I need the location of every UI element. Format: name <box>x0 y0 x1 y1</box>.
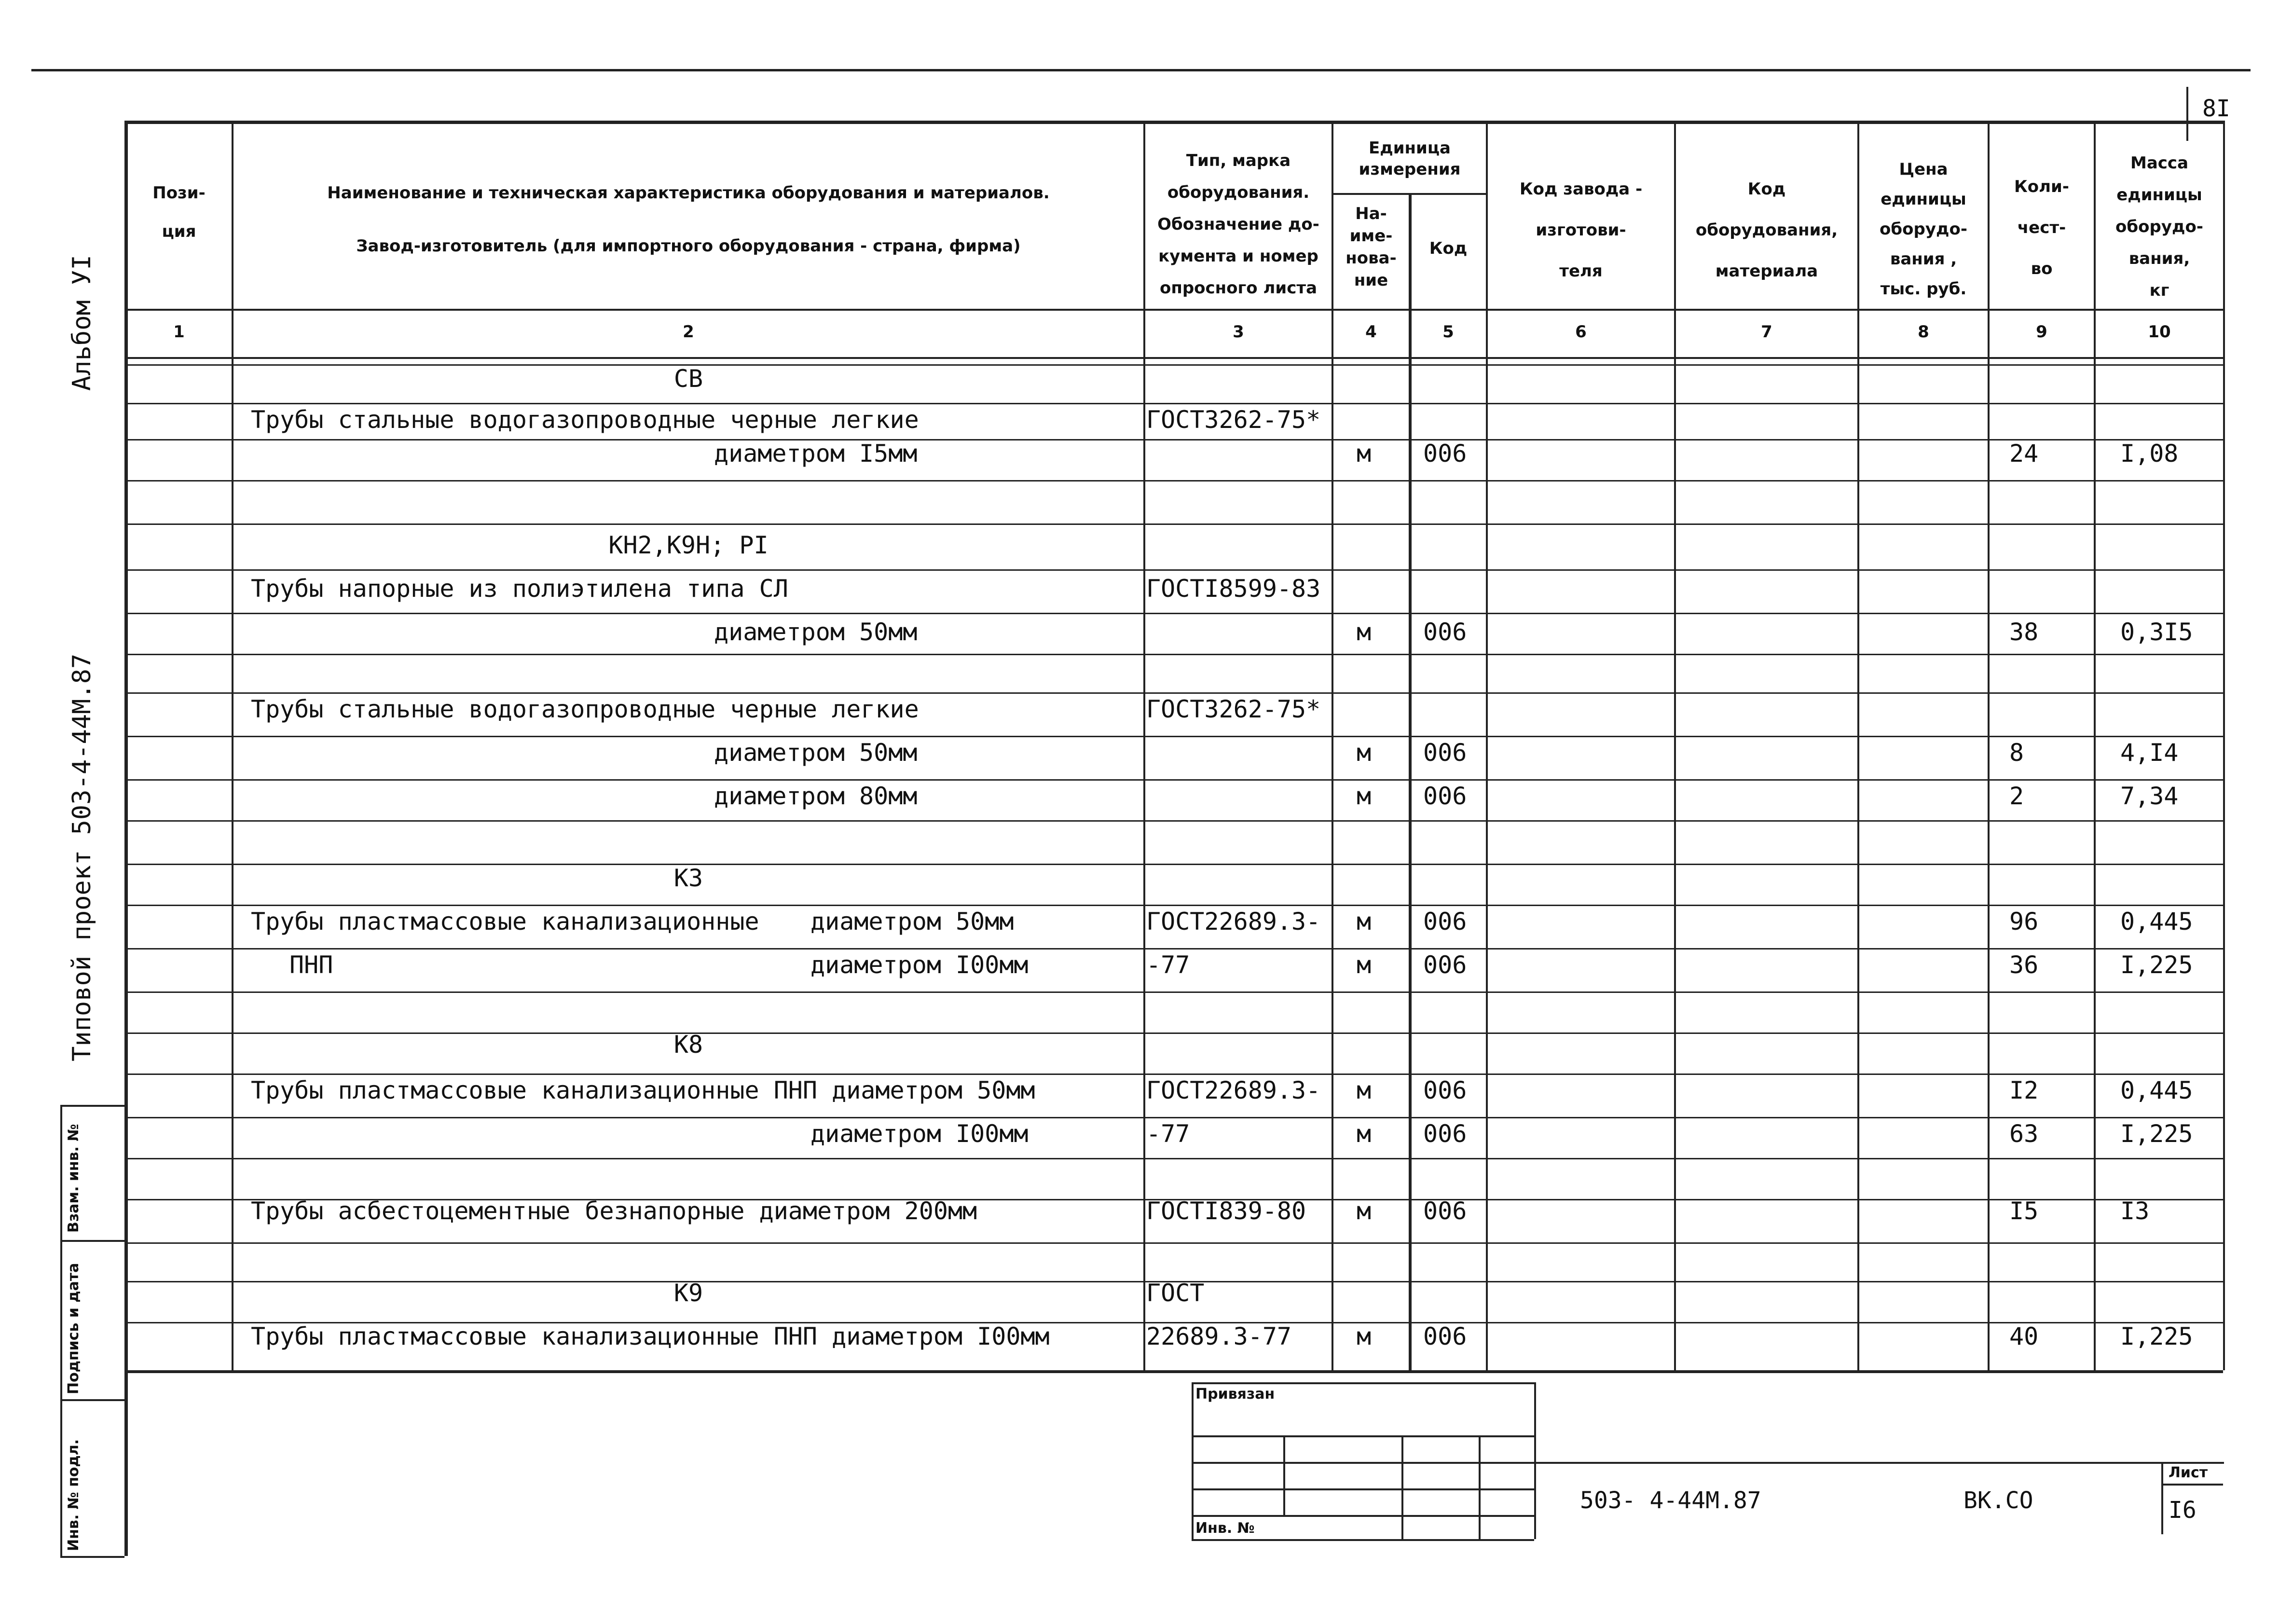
row-qty: 8 <box>2009 739 2024 767</box>
row-code: 006 <box>1423 1120 1467 1148</box>
row-name-right: диаметром 50мм <box>810 908 1014 936</box>
row-name: К3 <box>673 864 703 892</box>
row-doc: ГОСТI839-80 <box>1146 1197 1306 1225</box>
row-mass: I,225 <box>2120 951 2193 979</box>
row-mass: 0,3I5 <box>2120 618 2193 646</box>
header-col7: Код оборудования, материала <box>1695 179 1838 281</box>
colnum-10: 10 <box>2148 322 2171 342</box>
row-qty: I2 <box>2009 1076 2039 1104</box>
row-name: Трубы напорные из полиэтилена типа СЛ <box>251 575 788 603</box>
header-col10: Масса единицы оборудо- вания, кг <box>2115 153 2203 300</box>
colnum-1: 1 <box>173 322 185 342</box>
row-mass: I,225 <box>2120 1322 2193 1350</box>
colnum-7: 7 <box>1761 322 1772 342</box>
colnum-8: 8 <box>1918 322 1929 342</box>
colnum-3: 3 <box>1233 322 1244 342</box>
row-unit: м <box>1357 1322 1372 1350</box>
row-qty: 63 <box>2009 1120 2039 1148</box>
project-label: Типовой проект 503-4-44М.87 <box>68 653 96 1061</box>
stamp-sheet: I6 <box>2169 1497 2197 1524</box>
header-col5: Код <box>1429 239 1468 258</box>
row-qty: 38 <box>2009 618 2039 646</box>
row-doc: ГОСТ22689.3- <box>1146 1076 1321 1104</box>
row-doc: ГОСТ <box>1146 1279 1205 1307</box>
row-mass: I,08 <box>2120 440 2179 468</box>
album-label: Альбом УI <box>68 255 96 391</box>
row-doc: ГОСТ22689.3- <box>1146 908 1321 936</box>
stamp-inv: Инв. № <box>1195 1520 1255 1537</box>
row-name: Трубы пластмассовые канализационные ПНП диаметром 50мм <box>251 1076 1035 1104</box>
row-code: 006 <box>1423 782 1467 810</box>
colnum-2: 2 <box>683 322 694 342</box>
row-mass: 4,I4 <box>2120 739 2179 767</box>
row-qty: 96 <box>2009 908 2039 936</box>
row-mass: 0,445 <box>2120 908 2193 936</box>
row-doc: -77 <box>1146 951 1190 979</box>
row-qty: 24 <box>2009 440 2039 468</box>
colnum-9: 9 <box>2036 322 2047 342</box>
row-unit: м <box>1357 618 1372 646</box>
row-unit: м <box>1357 440 1372 468</box>
row-doc: -77 <box>1146 1120 1190 1148</box>
row-doc: ГОСТ3262-75* <box>1146 406 1321 434</box>
colnum-4: 4 <box>1365 322 1377 342</box>
row-unit: м <box>1357 908 1372 936</box>
row-unit: м <box>1357 739 1372 767</box>
row-name: диаметром 80мм <box>714 782 918 810</box>
row-unit: м <box>1357 1197 1372 1225</box>
row-name-right: диаметром I00мм <box>810 951 1029 979</box>
row-mass: I,225 <box>2120 1120 2193 1148</box>
header-col8: Цена единицы оборудо- вания , тыс. руб. <box>1880 160 1967 299</box>
row-name: К9 <box>673 1279 703 1307</box>
page-number: 8I <box>2202 95 2230 122</box>
row-code: 006 <box>1423 1197 1467 1225</box>
row-name: ПНП <box>289 951 333 979</box>
row-code: 006 <box>1423 1322 1467 1350</box>
row-name: КН2,К9Н; РI <box>608 531 769 559</box>
row-code: 006 <box>1423 739 1467 767</box>
row-code: 006 <box>1423 908 1467 936</box>
row-name: Трубы пластмассовые канализационные ПНП диаметром I00мм <box>251 1322 1050 1350</box>
row-name: Трубы стальные водогазопроводные черные легкие <box>251 695 919 723</box>
stamp-doc-code: 503- 4-44М.87 <box>1580 1487 1761 1514</box>
row-name: К8 <box>673 1031 703 1059</box>
colnum-5: 5 <box>1442 322 1454 342</box>
row-unit: м <box>1357 782 1372 810</box>
row-qty: 2 <box>2009 782 2024 810</box>
row-name: диаметром 50мм <box>714 618 918 646</box>
row-name: Трубы пластмассовые канализационные <box>251 908 759 936</box>
row-name-right: диаметром I00мм <box>810 1120 1029 1148</box>
row-doc: 22689.3-77 <box>1146 1322 1292 1350</box>
header-col2: Наименование и техническая характеристика оборудования и материалов. Завод-изготовитель (для импортного оборудования - страна, фирма) <box>327 183 1050 256</box>
row-name: Трубы стальные водогазопроводные черные легкие <box>251 406 919 434</box>
header-col9: Коли- чест- во <box>2014 177 2069 278</box>
row-name: диаметром I5мм <box>714 440 918 468</box>
row-name: Трубы асбестоцементные безнапорные диаметром 200мм <box>251 1197 977 1225</box>
row-name: СВ <box>673 365 703 393</box>
row-qty: 36 <box>2009 951 2039 979</box>
row-qty: I5 <box>2009 1197 2039 1225</box>
stamp-bound: Привязан <box>1195 1386 1275 1403</box>
row-name: диаметром 50мм <box>714 739 918 767</box>
header-unit-title: Единица измерения <box>1359 138 1461 179</box>
header-col1: Пози- ция <box>152 183 206 241</box>
row-mass: 0,445 <box>2120 1076 2193 1104</box>
row-doc: ГОСТ3262-75* <box>1146 695 1321 723</box>
side-box-2: Подпись и дата <box>65 1263 82 1394</box>
side-box-1: Взам. инв. № <box>65 1124 82 1233</box>
row-qty: 40 <box>2009 1322 2039 1350</box>
row-code: 006 <box>1423 618 1467 646</box>
colnum-6: 6 <box>1575 322 1587 342</box>
stamp-sheet-label: Лист <box>2169 1464 2208 1481</box>
row-doc: ГОСТI8599-83 <box>1146 575 1321 603</box>
row-mass: I3 <box>2120 1197 2150 1225</box>
row-code: 006 <box>1423 1076 1467 1104</box>
row-unit: м <box>1357 1120 1372 1148</box>
header-col4: На- име- нова- ние <box>1345 204 1397 290</box>
side-box-3: Инв. № подл. <box>65 1439 82 1551</box>
header-col3: Тип, марка оборудования. Обозначение до- кумента и номер опросного листа <box>1157 151 1319 298</box>
stamp-mark: ВК.СО <box>1963 1487 2033 1514</box>
row-code: 006 <box>1423 440 1467 468</box>
header-col6: Код завода - изготови- теля <box>1519 179 1643 281</box>
row-mass: 7,34 <box>2120 782 2179 810</box>
row-unit: м <box>1357 1076 1372 1104</box>
row-code: 006 <box>1423 951 1467 979</box>
row-unit: м <box>1357 951 1372 979</box>
